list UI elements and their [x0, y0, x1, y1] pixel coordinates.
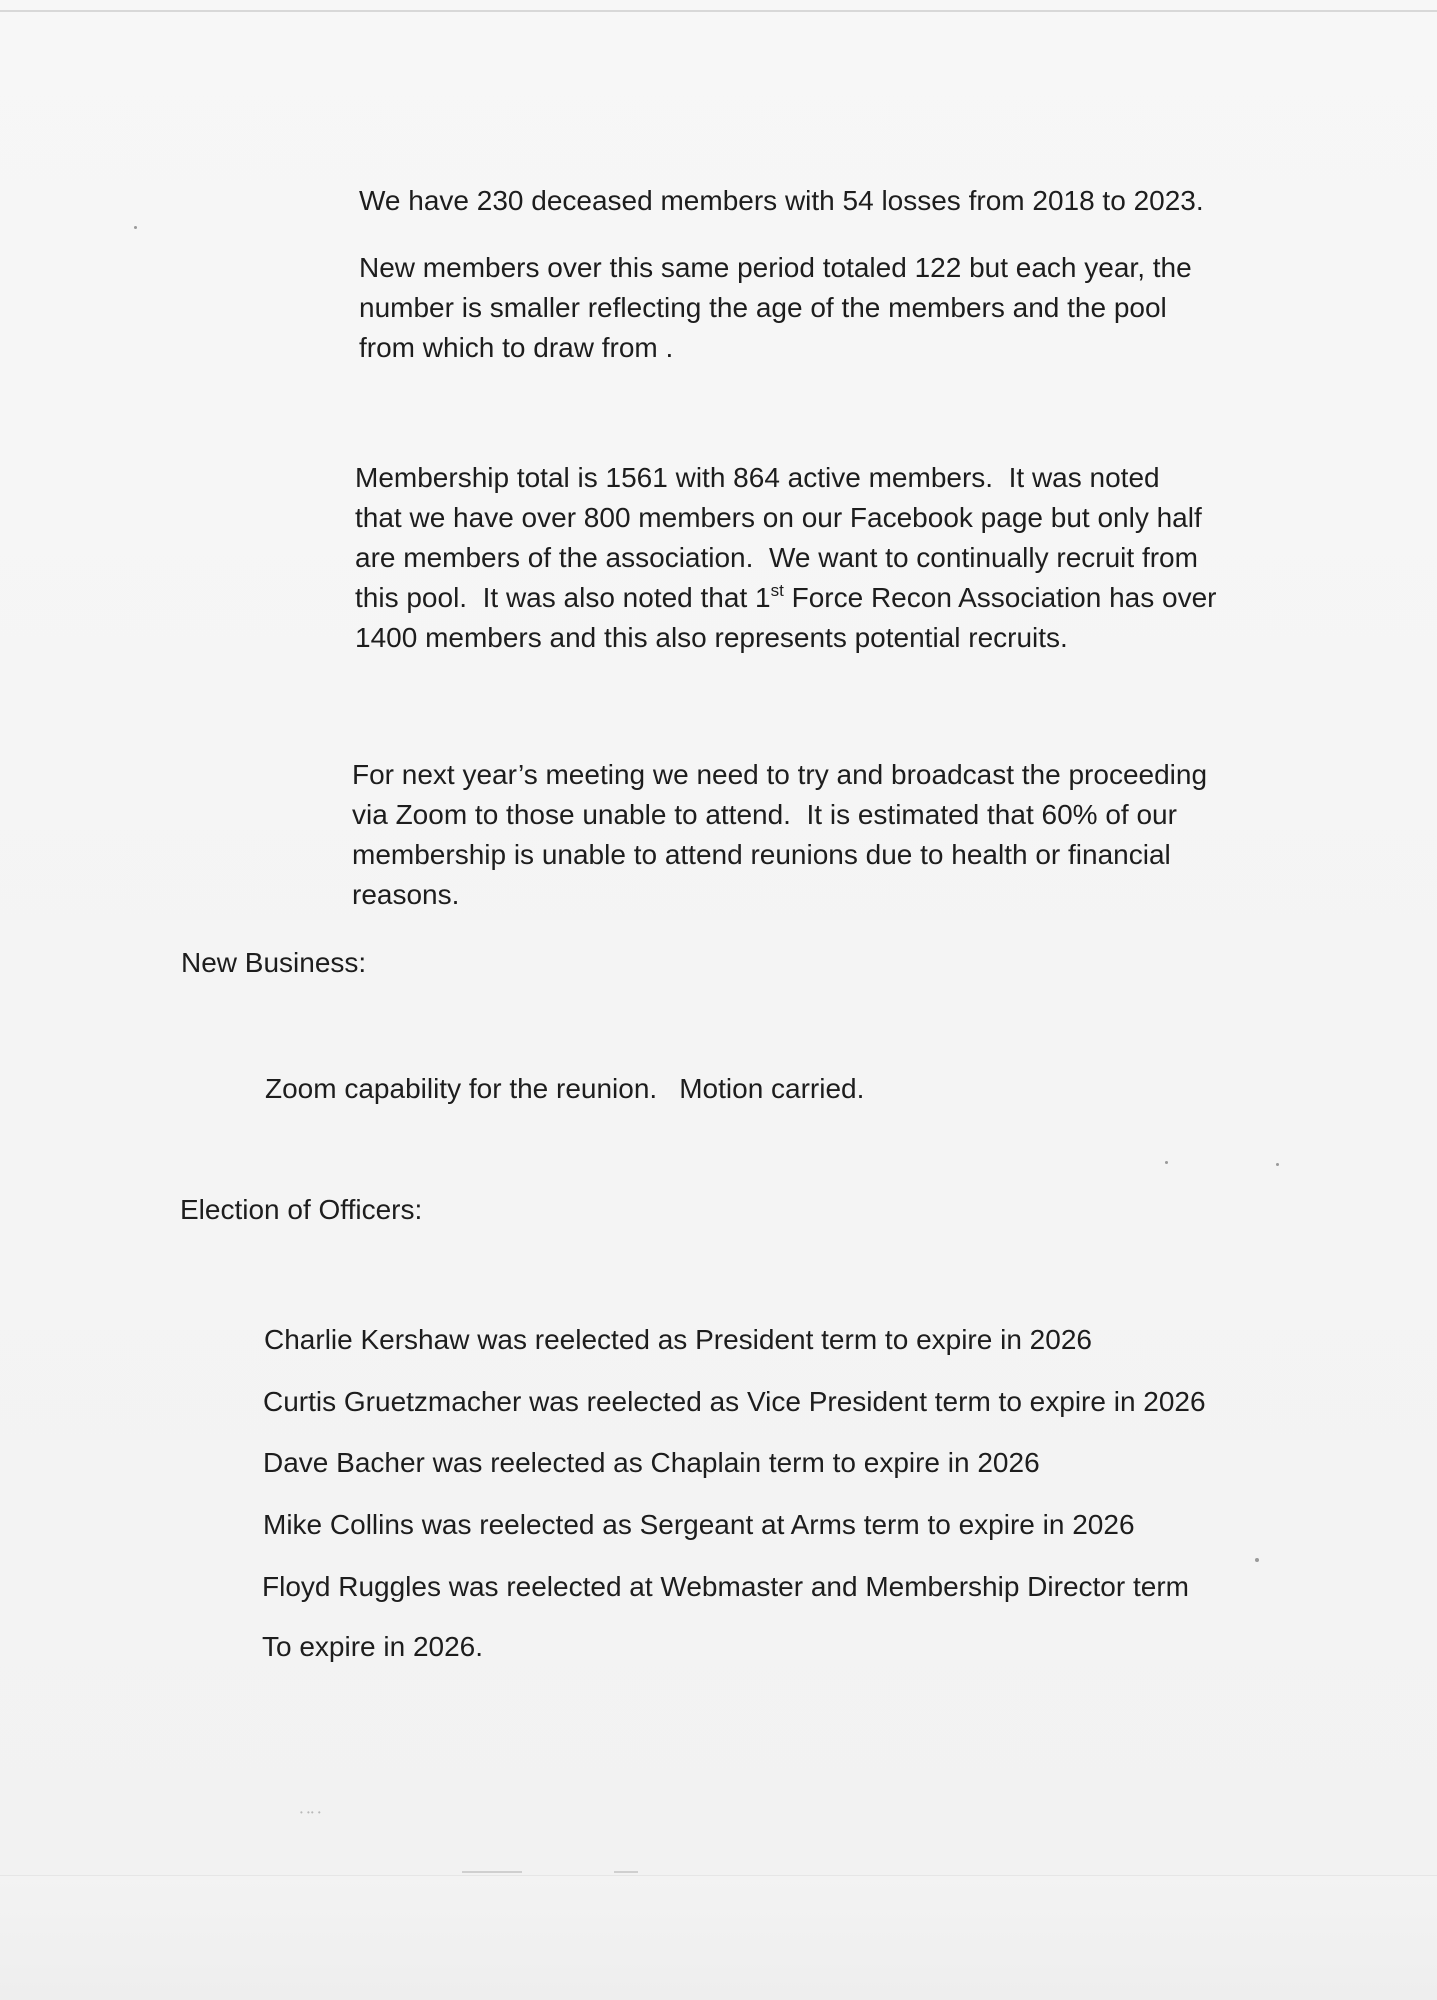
scan-speck [1165, 1161, 1168, 1164]
officer-vice-president: Curtis Gruetzmacher was reelected as Vice President term to expire in 2026 [263, 1386, 1206, 1417]
paragraph-deceased-members: We have 230 deceased members with 54 losses from 2018 to 2023. [359, 185, 1204, 216]
new-business-heading: New Business: [181, 947, 367, 978]
paragraph-membership-total [355, 458, 1365, 658]
membership-text-part1: Membership total is 1561 with 864 active members. It was noted that we have over 800 members on our Facebook page but only half are members of the association. We want to continually recruit from this pool. It was also noted that 1 [355, 462, 1202, 613]
officer-sergeant-at-arms: Mike Collins was reelected as Sergeant at Arms term to expire in 2026 [263, 1509, 1135, 1540]
officer-webmaster: Floyd Ruggles was reelected at Webmaster and Membership Director term [262, 1571, 1189, 1602]
officer-chaplain: Dave Bacher was reelected as Chaplain term to expire in 2026 [263, 1447, 1040, 1478]
scan-speck [134, 226, 137, 229]
officer-webmaster-continuation: To expire in 2026. [262, 1631, 484, 1662]
scan-bottom-margin [0, 1875, 1437, 2000]
paragraph-new-members: New members over this same period totaled 122 but each year, the number is smaller reflecting the age of the members and the pool from which to draw from . [359, 252, 1192, 363]
paragraph-zoom-broadcast: For next year’s meeting we need to try and broadcast the proceeding via Zoom to those unable to attend. It is estimated that 60% of our membership is unable to attend reunions due to health or financial reasons. [352, 759, 1208, 910]
election-heading: Election of Officers: [180, 1194, 423, 1225]
scan-mark [614, 1871, 638, 1873]
new-business-item [265, 1069, 864, 1109]
motion-result: Motion carried. [679, 1073, 865, 1104]
ordinal-superscript: st [770, 581, 784, 600]
membership-text-part2: Force Recon Association has over 1400 members and this also represents potential recruits. [355, 582, 1217, 653]
officer-president: Charlie Kershaw was reelected as President term to expire in 2026 [264, 1324, 1092, 1355]
scan-smudge: • •• • [300, 1808, 322, 1817]
scan-speck [1255, 1558, 1259, 1562]
scan-mark [462, 1871, 522, 1873]
scan-speck [1276, 1163, 1279, 1166]
new-business-motion: Zoom capability for the reunion. [265, 1073, 658, 1104]
scan-top-edge [0, 10, 1437, 12]
